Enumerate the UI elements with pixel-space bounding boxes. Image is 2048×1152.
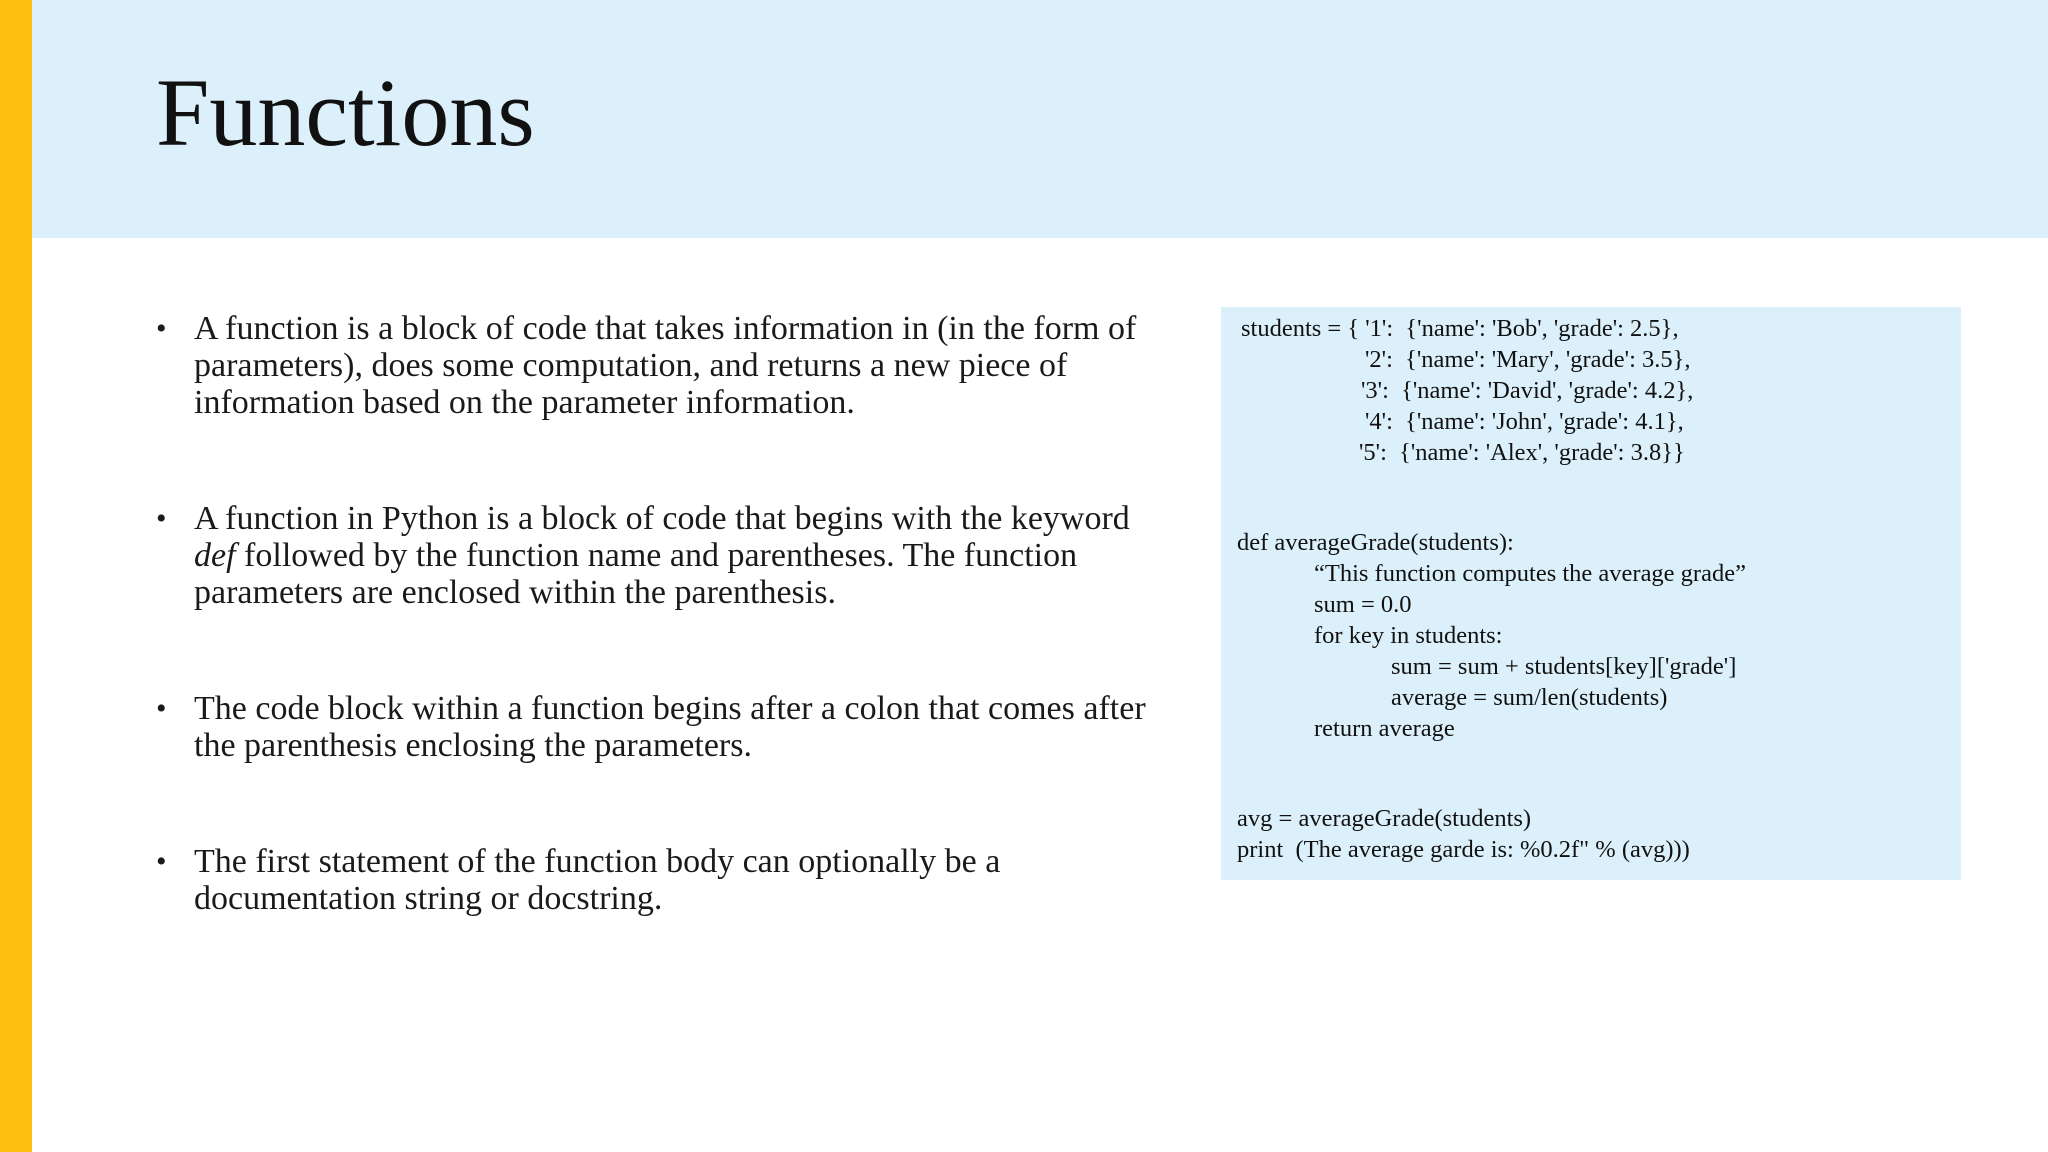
code-line: average = sum/len(students) [1391, 684, 1668, 711]
code-line: sum = 0.0 [1314, 591, 1412, 618]
code-line: print (The average garde is: %0.2f" % (avg))) [1237, 836, 1690, 863]
bullet-text-part: followed by the function name and parentheses. The function parameters are enclosed within the parenthesis. [194, 537, 1078, 611]
bullet-marker: • [156, 312, 167, 345]
code-line: return average [1314, 715, 1455, 742]
bullet-item [156, 843, 1156, 917]
code-line: '3': {'name': 'David', 'grade': 4.2}, [1361, 377, 1694, 404]
accent-bar [0, 0, 32, 1152]
code-line: '5': {'name': 'Alex', 'grade': 3.8}} [1359, 439, 1685, 466]
keyword-def: def [194, 537, 236, 574]
bullet-text [194, 500, 1130, 611]
bullet-text: A function is a block of code that takes information in (in the form of parameters), does some computation, and returns a new piece of information based on the parameter information. [194, 310, 1137, 421]
code-example-box [1221, 307, 1961, 880]
bullet-marker: • [156, 502, 167, 535]
code-line: “This function computes the average grade” [1314, 560, 1746, 587]
code-line: students = { '1': {'name': 'Bob', 'grade': 2.5}, [1241, 315, 1679, 342]
code-line: sum = sum + students[key]['grade'] [1391, 653, 1737, 680]
bullet-text: The code block within a function begins after a colon that comes after the parenthesis enclosing the parameters. [194, 690, 1146, 764]
code-line: def averageGrade(students): [1237, 529, 1514, 556]
bullet-text-part: A function in Python is a block of code that begins with the keyword [194, 500, 1130, 537]
bullet-text: The first statement of the function body can optionally be a documentation string or docstring. [194, 843, 1001, 917]
code-line: for key in students: [1314, 622, 1503, 649]
bullet-list [156, 310, 1156, 917]
bullet-item [156, 500, 1156, 611]
bullet-item [156, 310, 1156, 421]
code-line: '2': {'name': 'Mary', 'grade': 3.5}, [1365, 346, 1691, 373]
bullet-item [156, 690, 1156, 764]
code-line: avg = averageGrade(students) [1237, 805, 1532, 832]
bullet-marker: • [156, 845, 167, 878]
code-line: '4': {'name': 'John', 'grade': 4.1}, [1365, 408, 1684, 435]
bullet-marker: • [156, 692, 167, 725]
slide-title: Functions [156, 59, 535, 166]
